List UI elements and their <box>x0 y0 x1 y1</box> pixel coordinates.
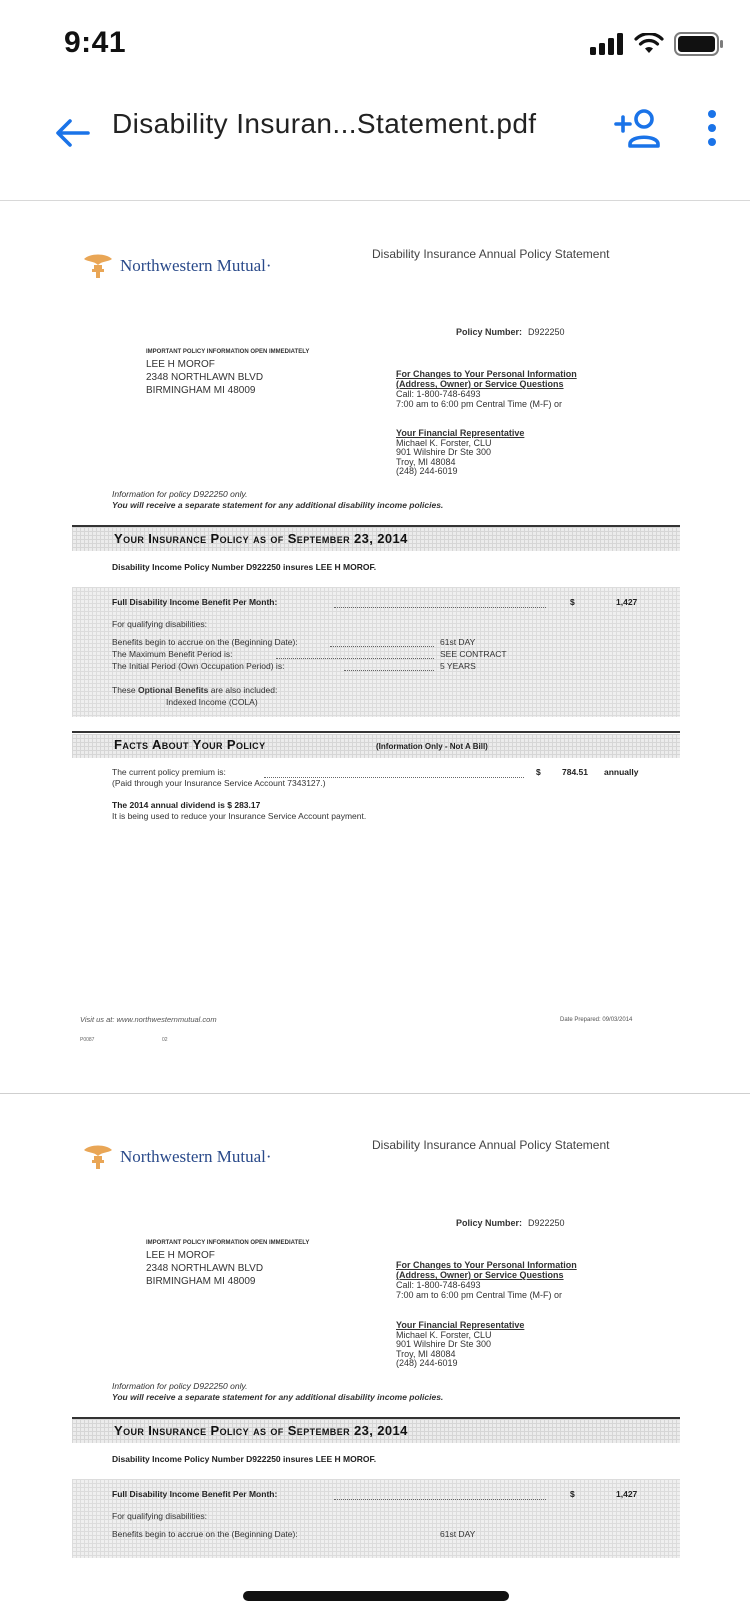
address-line: LEE H MOROF <box>146 359 215 370</box>
policy-number-value: D922250 <box>528 1218 565 1228</box>
qualifying-label: For qualifying disabilities: <box>112 1511 207 1521</box>
address-line: 2348 NORTHLAWN BLVD <box>146 1263 264 1274</box>
benefits-begin-value: 61st DAY <box>440 1529 476 1539</box>
rep-heading: Your Financial Representative <box>396 1320 525 1330</box>
policy-number <box>456 1218 565 1228</box>
footer-date-prepared: Date Prepared: 09/03/2014 <box>560 1017 633 1023</box>
benefits-begin-label: Benefits begin to accrue on the (Beginning Date): <box>112 1529 298 1539</box>
optional-prefix: These <box>112 685 136 695</box>
footer-website: Visit us at: www.northwesternmutual.com <box>80 1015 217 1024</box>
benefits-begin-label: Benefits begin to accrue on the (Beginning Date): <box>112 637 298 647</box>
financial-representative <box>396 429 524 477</box>
mailing-address <box>146 1249 263 1288</box>
app-bar <box>0 90 750 201</box>
benefits-begin-value: 61st DAY <box>440 637 476 647</box>
status-time: 9:41 <box>64 26 127 59</box>
full-benefit-label: Full Disability Income Benefit Per Month: <box>112 597 278 607</box>
footer-form-code: P0087 <box>80 1037 95 1043</box>
logo-emblem-icon <box>82 1144 114 1170</box>
logo-text: Northwestern Mutual· <box>120 256 272 275</box>
rep-line: (248) 244-6019 <box>396 466 458 476</box>
full-benefit-value: 1,427 <box>616 597 638 607</box>
premium-paid-note: (Paid through your Insurance Service Account 7343127.) <box>112 778 326 788</box>
status-icons <box>590 32 724 56</box>
service-contact <box>396 369 577 409</box>
northwestern-mutual-logo <box>82 253 272 279</box>
policy-info-note <box>112 489 443 511</box>
rep-line: Troy, MI 48084 <box>396 1348 456 1359</box>
optional-bold: Optional Benefits <box>138 685 209 695</box>
section-insurance-policy-title: Your Insurance Policy as of September 23, 2014 <box>114 1423 408 1438</box>
optional-suffix: are also included: <box>210 685 278 695</box>
section-rule <box>72 731 680 733</box>
battery-icon <box>674 32 724 56</box>
rep-line: Troy, MI 48084 <box>396 456 456 467</box>
currency-symbol: $ <box>570 597 575 607</box>
address-line: BIRMINGHAM MI 48009 <box>146 1276 256 1287</box>
document-title: Disability Insuran...Statement.pdf <box>112 108 537 139</box>
contact-line: Call: 1-800-748-6493 <box>396 389 481 399</box>
premium-label: The current policy premium is: <box>112 767 226 777</box>
rep-heading: Your Financial Representative <box>396 428 525 438</box>
more-options-button[interactable] <box>700 106 724 152</box>
initial-period-value: 5 YEARS <box>440 661 476 671</box>
important-notice: IMPORTANT POLICY INFORMATION OPEN IMMEDIATELY <box>146 1240 310 1246</box>
policy-number-value: D922250 <box>528 327 565 337</box>
separate-statement-line: You will receive a separate statement for any additional disability income policies. <box>112 500 444 510</box>
more-vert-icon <box>700 106 724 152</box>
northwestern-mutual-logo <box>82 1144 272 1170</box>
initial-period-label: The Initial Period (Own Occupation Period) is: <box>112 661 285 671</box>
contact-heading: For Changes to Your Personal Information <box>396 369 577 379</box>
pdf-page-2 <box>0 1094 750 1558</box>
currency-symbol: $ <box>570 1489 575 1499</box>
important-notice: IMPORTANT POLICY INFORMATION OPEN IMMEDIATELY <box>146 349 310 355</box>
contact-heading: (Address, Owner) or Service Questions <box>396 379 564 389</box>
qualifying-label: For qualifying disabilities: <box>112 619 207 629</box>
contact-heading: (Address, Owner) or Service Questions <box>396 1270 564 1280</box>
policy-number <box>456 327 565 337</box>
service-contact <box>396 1260 577 1300</box>
max-period-label: The Maximum Benefit Period is: <box>112 649 233 659</box>
logo-emblem-icon <box>82 253 114 279</box>
leader-dots <box>334 1499 546 1500</box>
contact-line: 7:00 am to 6:00 pm Central Time (M-F) or <box>396 1290 563 1300</box>
leader-dots <box>276 658 434 659</box>
statement-title: Disability Insurance Annual Policy Statement <box>372 247 610 261</box>
dividend-use-line: It is being used to reduce your Insurance Service Account payment. <box>112 811 367 821</box>
status-bar <box>0 0 750 90</box>
home-indicator[interactable] <box>243 1591 509 1601</box>
optional-item: Indexed Income (COLA) <box>166 697 258 707</box>
section-facts-note: (Information Only - Not A Bill) <box>376 742 488 751</box>
optional-benefits-line <box>112 685 277 695</box>
footer-page-code: 02 <box>162 1037 168 1043</box>
premium-currency: $ <box>536 767 541 777</box>
policy-number-label: Policy Number: <box>456 1218 523 1228</box>
policy-number-label: Policy Number: <box>456 327 523 337</box>
max-period-value: SEE CONTRACT <box>440 649 507 659</box>
contact-line: Call: 1-800-748-6493 <box>396 1280 481 1290</box>
add-person-icon <box>614 106 664 152</box>
logo-text: Northwestern Mutual· <box>120 1147 272 1166</box>
share-button[interactable] <box>614 106 664 152</box>
rep-line: Michael K. Forster, CLU <box>396 1329 492 1340</box>
premium-frequency: annually <box>604 767 639 777</box>
leader-dots <box>344 670 434 671</box>
pdf-viewer[interactable] <box>0 201 750 1558</box>
leader-dots <box>330 646 434 647</box>
contact-line: 7:00 am to 6:00 pm Central Time (M-F) or <box>396 399 563 409</box>
back-button[interactable] <box>50 110 96 156</box>
premium-value: 784.51 <box>562 767 588 777</box>
info-line: Information for policy D922250 only. <box>112 1381 248 1391</box>
cellular-signal-icon <box>590 33 624 55</box>
rep-line: 901 Wilshire Dr Ste 300 <box>396 1339 492 1349</box>
contact-heading: For Changes to Your Personal Information <box>396 1260 577 1270</box>
full-benefit-value: 1,427 <box>616 1489 638 1499</box>
section-facts-title: Facts About Your Policy <box>114 737 266 752</box>
policy-insures-line: Disability Income Policy Number D922250 insures LEE H MOROF. <box>112 562 377 572</box>
info-line: Information for policy D922250 only. <box>112 489 248 499</box>
address-line: BIRMINGHAM MI 48009 <box>146 385 256 396</box>
section-insurance-policy-title: Your Insurance Policy as of September 23, 2014 <box>114 531 408 546</box>
policy-insures-line: Disability Income Policy Number D922250 insures LEE H MOROF. <box>112 1454 377 1464</box>
address-line: LEE H MOROF <box>146 1250 215 1261</box>
rep-line: 901 Wilshire Dr Ste 300 <box>396 447 492 457</box>
pdf-page-1 <box>0 201 750 1094</box>
leader-dots <box>334 607 546 608</box>
statement-title: Disability Insurance Annual Policy Statement <box>372 1138 610 1152</box>
address-line: 2348 NORTHLAWN BLVD <box>146 372 264 383</box>
financial-representative <box>396 1321 524 1369</box>
back-arrow-icon <box>50 110 96 156</box>
full-benefit-label: Full Disability Income Benefit Per Month: <box>112 1489 278 1499</box>
rep-line: Michael K. Forster, CLU <box>396 437 492 448</box>
separate-statement-line: You will receive a separate statement for any additional disability income policies. <box>112 1392 444 1402</box>
policy-info-note <box>112 1381 443 1403</box>
mailing-address <box>146 358 263 397</box>
dividend-line: The 2014 annual dividend is $ 283.17 <box>112 800 261 810</box>
wifi-icon <box>634 33 664 55</box>
rep-line: (248) 244-6019 <box>396 1358 458 1368</box>
